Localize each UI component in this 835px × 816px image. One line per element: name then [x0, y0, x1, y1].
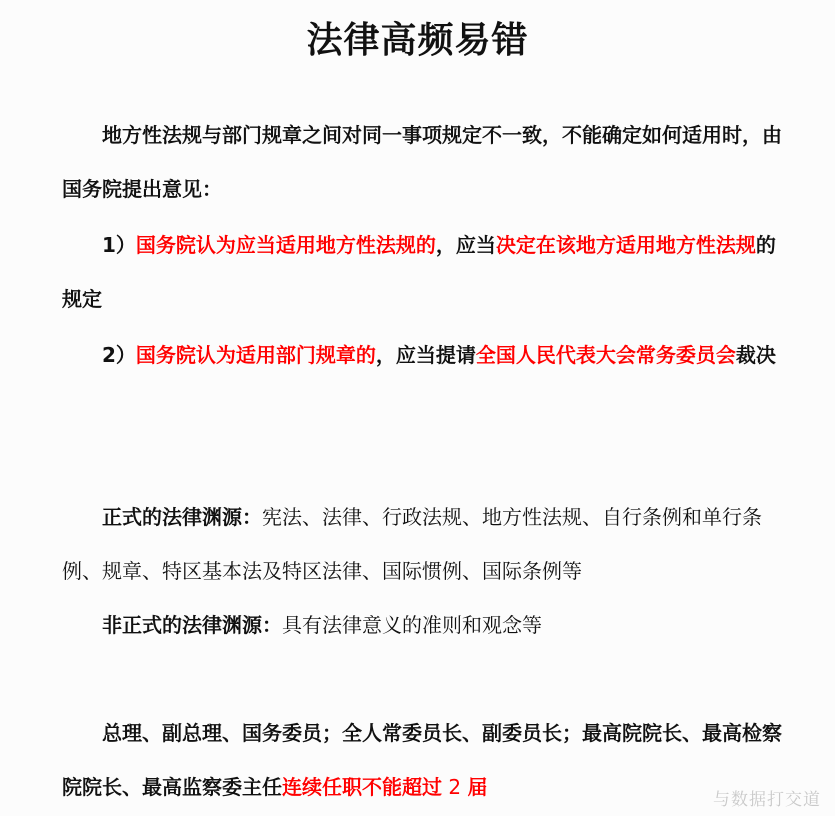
informal-sources: [62, 598, 792, 652]
item-1-condition: 国务院认为应当适用地方性法规的: [135, 233, 436, 257]
informal-sources-text: 具有法律意义的准则和观念等: [282, 613, 542, 637]
formal-sources-text: 宪法、法律、行政法规、地方性法规、自行条例和单行条例、规章、特区基本法及特区法律、国际惯例、国际条例等: [62, 505, 762, 583]
item-2-condition: 国务院认为适用部门规章的: [135, 343, 376, 367]
item-2-number: 2）: [102, 343, 136, 367]
page-title: 法律高频易错: [306, 20, 529, 61]
informal-sources-label: 非正式的法律渊源：: [102, 613, 282, 637]
conflict-intro: 地方性法规与部门规章之间对同一事项规定不一致，不能确定如何适用时，由国务院提出意见：: [62, 123, 782, 201]
item-1-result: 决定在该地方适用地方性法规: [495, 233, 756, 257]
formal-sources-label: 正式的法律渊源：: [102, 505, 262, 529]
item-1-number: 1）: [102, 233, 136, 257]
term-limits-rule: 连续任职不能超过: [282, 775, 442, 799]
term-limits-unit: 届: [467, 775, 488, 799]
watermark: 与数据打交道: [713, 790, 821, 810]
formal-sources: [62, 490, 792, 598]
term-limits-text: 总理、副总理、国务委员；全人常委员长、副委员长；最高院院长、最高检察院院长、最高监察委主任: [62, 721, 782, 799]
term-limits: [62, 706, 792, 814]
conflict-item-1: [62, 218, 792, 326]
item-2-tail: 裁决: [735, 343, 776, 367]
item-1-tail: 的规定: [62, 233, 776, 311]
term-limits-count: 2: [448, 775, 462, 799]
item-2-result: 全国人民代表大会常务委员会: [475, 343, 736, 367]
item-1-middle: ，应当: [435, 233, 496, 257]
item-2-middle: ，应当提请: [375, 343, 476, 367]
conflict-item-2: [62, 328, 792, 382]
